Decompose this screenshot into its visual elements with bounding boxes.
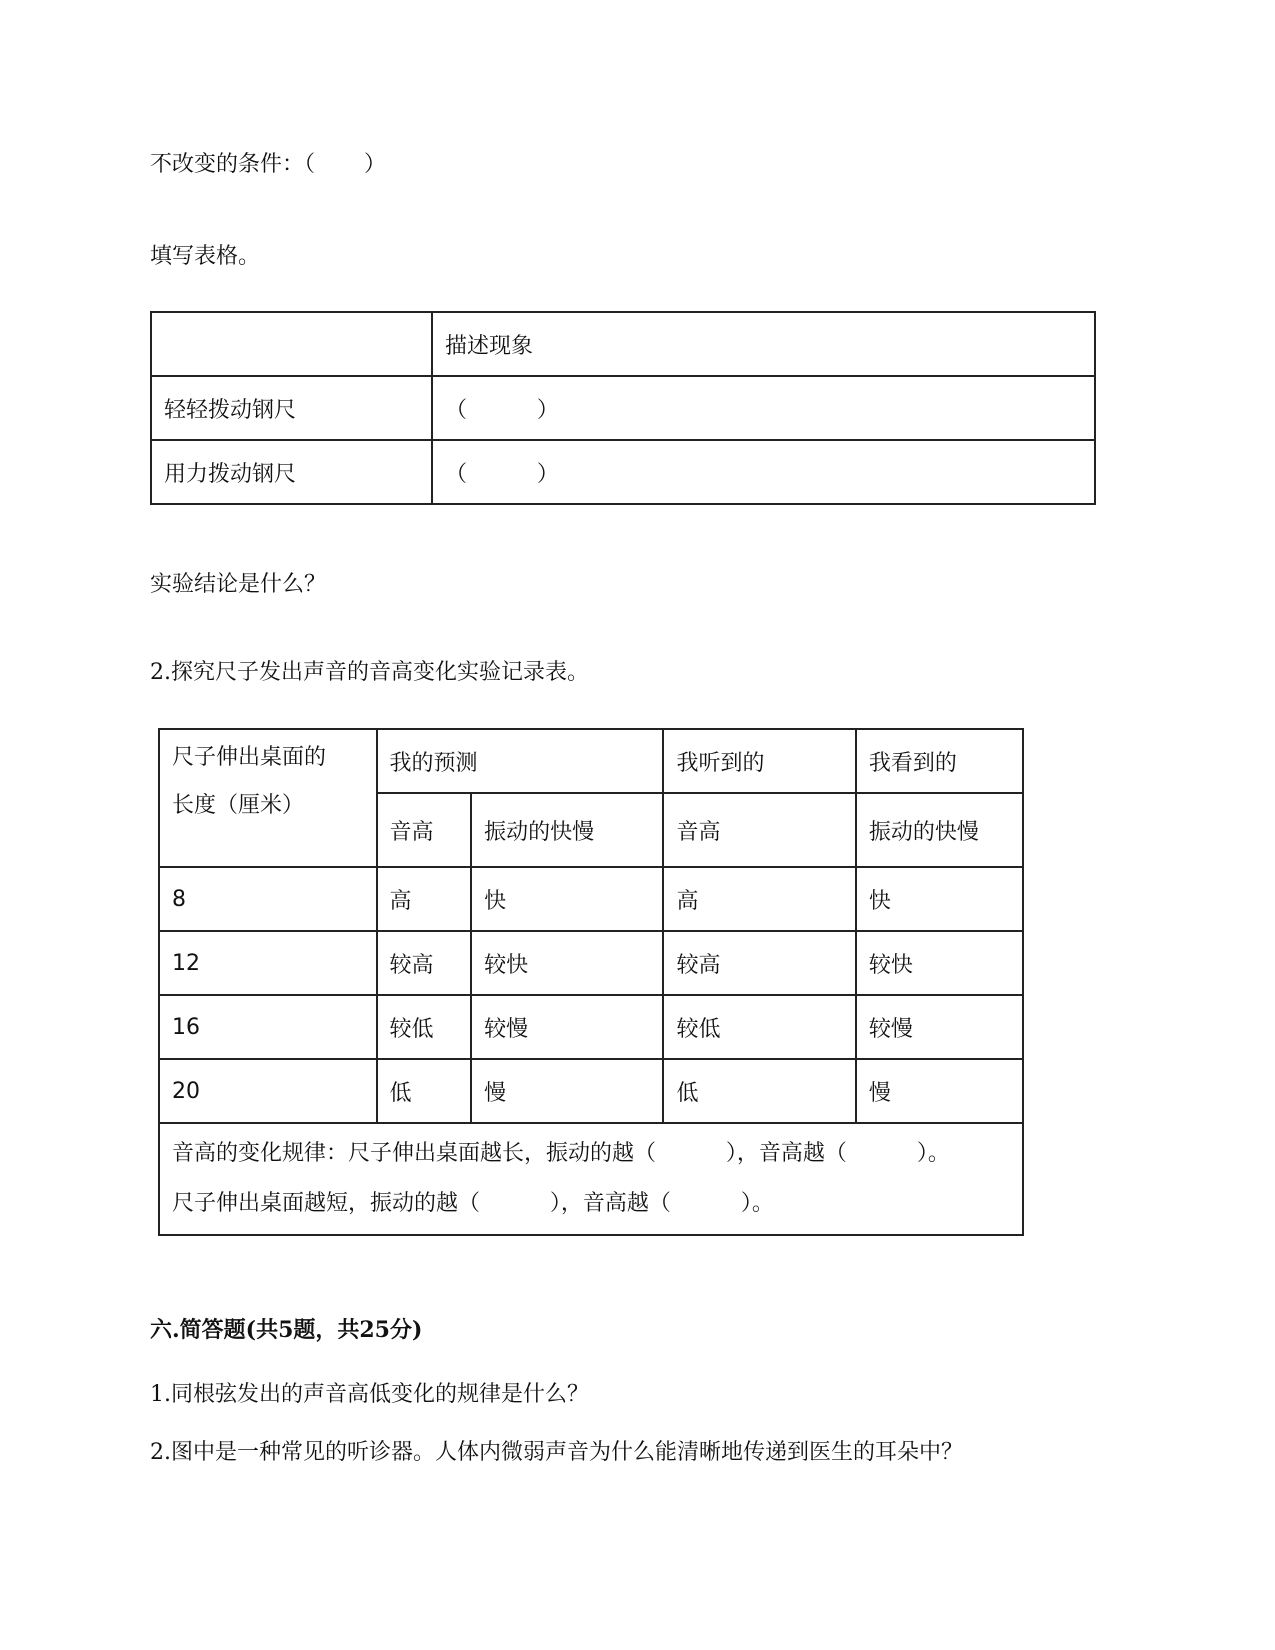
condition-line: 不改变的条件：（ ）: [150, 152, 386, 177]
table-cell: 用力拨动钢尺: [151, 440, 432, 504]
answer-blank: （ ）: [432, 440, 1095, 504]
table-cell: 慢: [856, 1059, 1023, 1123]
table-cell: 较慢: [471, 995, 663, 1059]
table-header-cell: 我看到的: [856, 729, 1023, 793]
observation-table: [150, 311, 1096, 505]
table-row: [159, 1123, 1023, 1235]
table-cell: 8: [159, 867, 377, 931]
table-cell: 低: [663, 1059, 855, 1123]
table-cell: 快: [471, 867, 663, 931]
table-cell: 16: [159, 995, 377, 1059]
short-answer-q2: 2.图中是一种常见的听诊器。人体内微弱声音为什么能清晰地传递到医生的耳朵中？: [150, 1440, 963, 1465]
table-cell: 12: [159, 931, 377, 995]
question-2-title: 2.探究尺子发出声音的音高变化实验记录表。: [150, 660, 589, 685]
table-cell: 较高: [377, 931, 472, 995]
table-cell: 较慢: [856, 995, 1023, 1059]
table-cell: 高: [377, 867, 472, 931]
pitch-law-line-1: 音高的变化规律：尺子伸出桌面越长，振动的越（ ），音高越（ ）。: [172, 1141, 950, 1166]
table-cell: 快: [856, 867, 1023, 931]
table-header-cell: 尺子伸出桌面的 长度（厘米）: [159, 729, 377, 867]
table-row: [151, 312, 1095, 376]
table-row: [159, 931, 1023, 995]
table-header-cell: 描述现象: [432, 312, 1095, 376]
table-row: [159, 867, 1023, 931]
pitch-law-line-2: 尺子伸出桌面越短，振动的越（ ），音高越（ ）。: [172, 1191, 774, 1216]
table-header-cell: 我的预测: [377, 729, 664, 793]
table-cell: 较快: [471, 931, 663, 995]
fill-table-instruction: 填写表格。: [150, 244, 261, 269]
table-row: [159, 995, 1023, 1059]
section-title: 六.简答题(共5题，共25分): [150, 1317, 423, 1343]
table-row: [151, 440, 1095, 504]
table-cell: 低: [377, 1059, 472, 1123]
table-cell: 轻轻拨动钢尺: [151, 376, 432, 440]
table-cell: 较低: [663, 995, 855, 1059]
table-header-cell: [151, 312, 432, 376]
table-row: [151, 376, 1095, 440]
table-header-cell: 振动的快慢: [856, 793, 1023, 867]
table-header-cell: 音高: [377, 793, 472, 867]
pitch-law-cell: [159, 1123, 1023, 1235]
table-cell: 20: [159, 1059, 377, 1123]
table-header-cell: 振动的快慢: [471, 793, 663, 867]
table-cell: 较高: [663, 931, 855, 995]
table-header-cell: 我听到的: [663, 729, 855, 793]
short-answer-q1: 1.同根弦发出的声音高低变化的规律是什么？: [150, 1382, 589, 1407]
table-row: [159, 1059, 1023, 1123]
conclusion-question: 实验结论是什么？: [150, 572, 327, 597]
ruler-pitch-record-table: [158, 728, 1024, 1236]
table-cell: 较快: [856, 931, 1023, 995]
table-cell: 慢: [471, 1059, 663, 1123]
table-header-cell: 音高: [663, 793, 855, 867]
table-row: [159, 729, 1023, 793]
answer-blank: （ ）: [432, 376, 1095, 440]
table-cell: 较低: [377, 995, 472, 1059]
table-cell: 高: [663, 867, 855, 931]
